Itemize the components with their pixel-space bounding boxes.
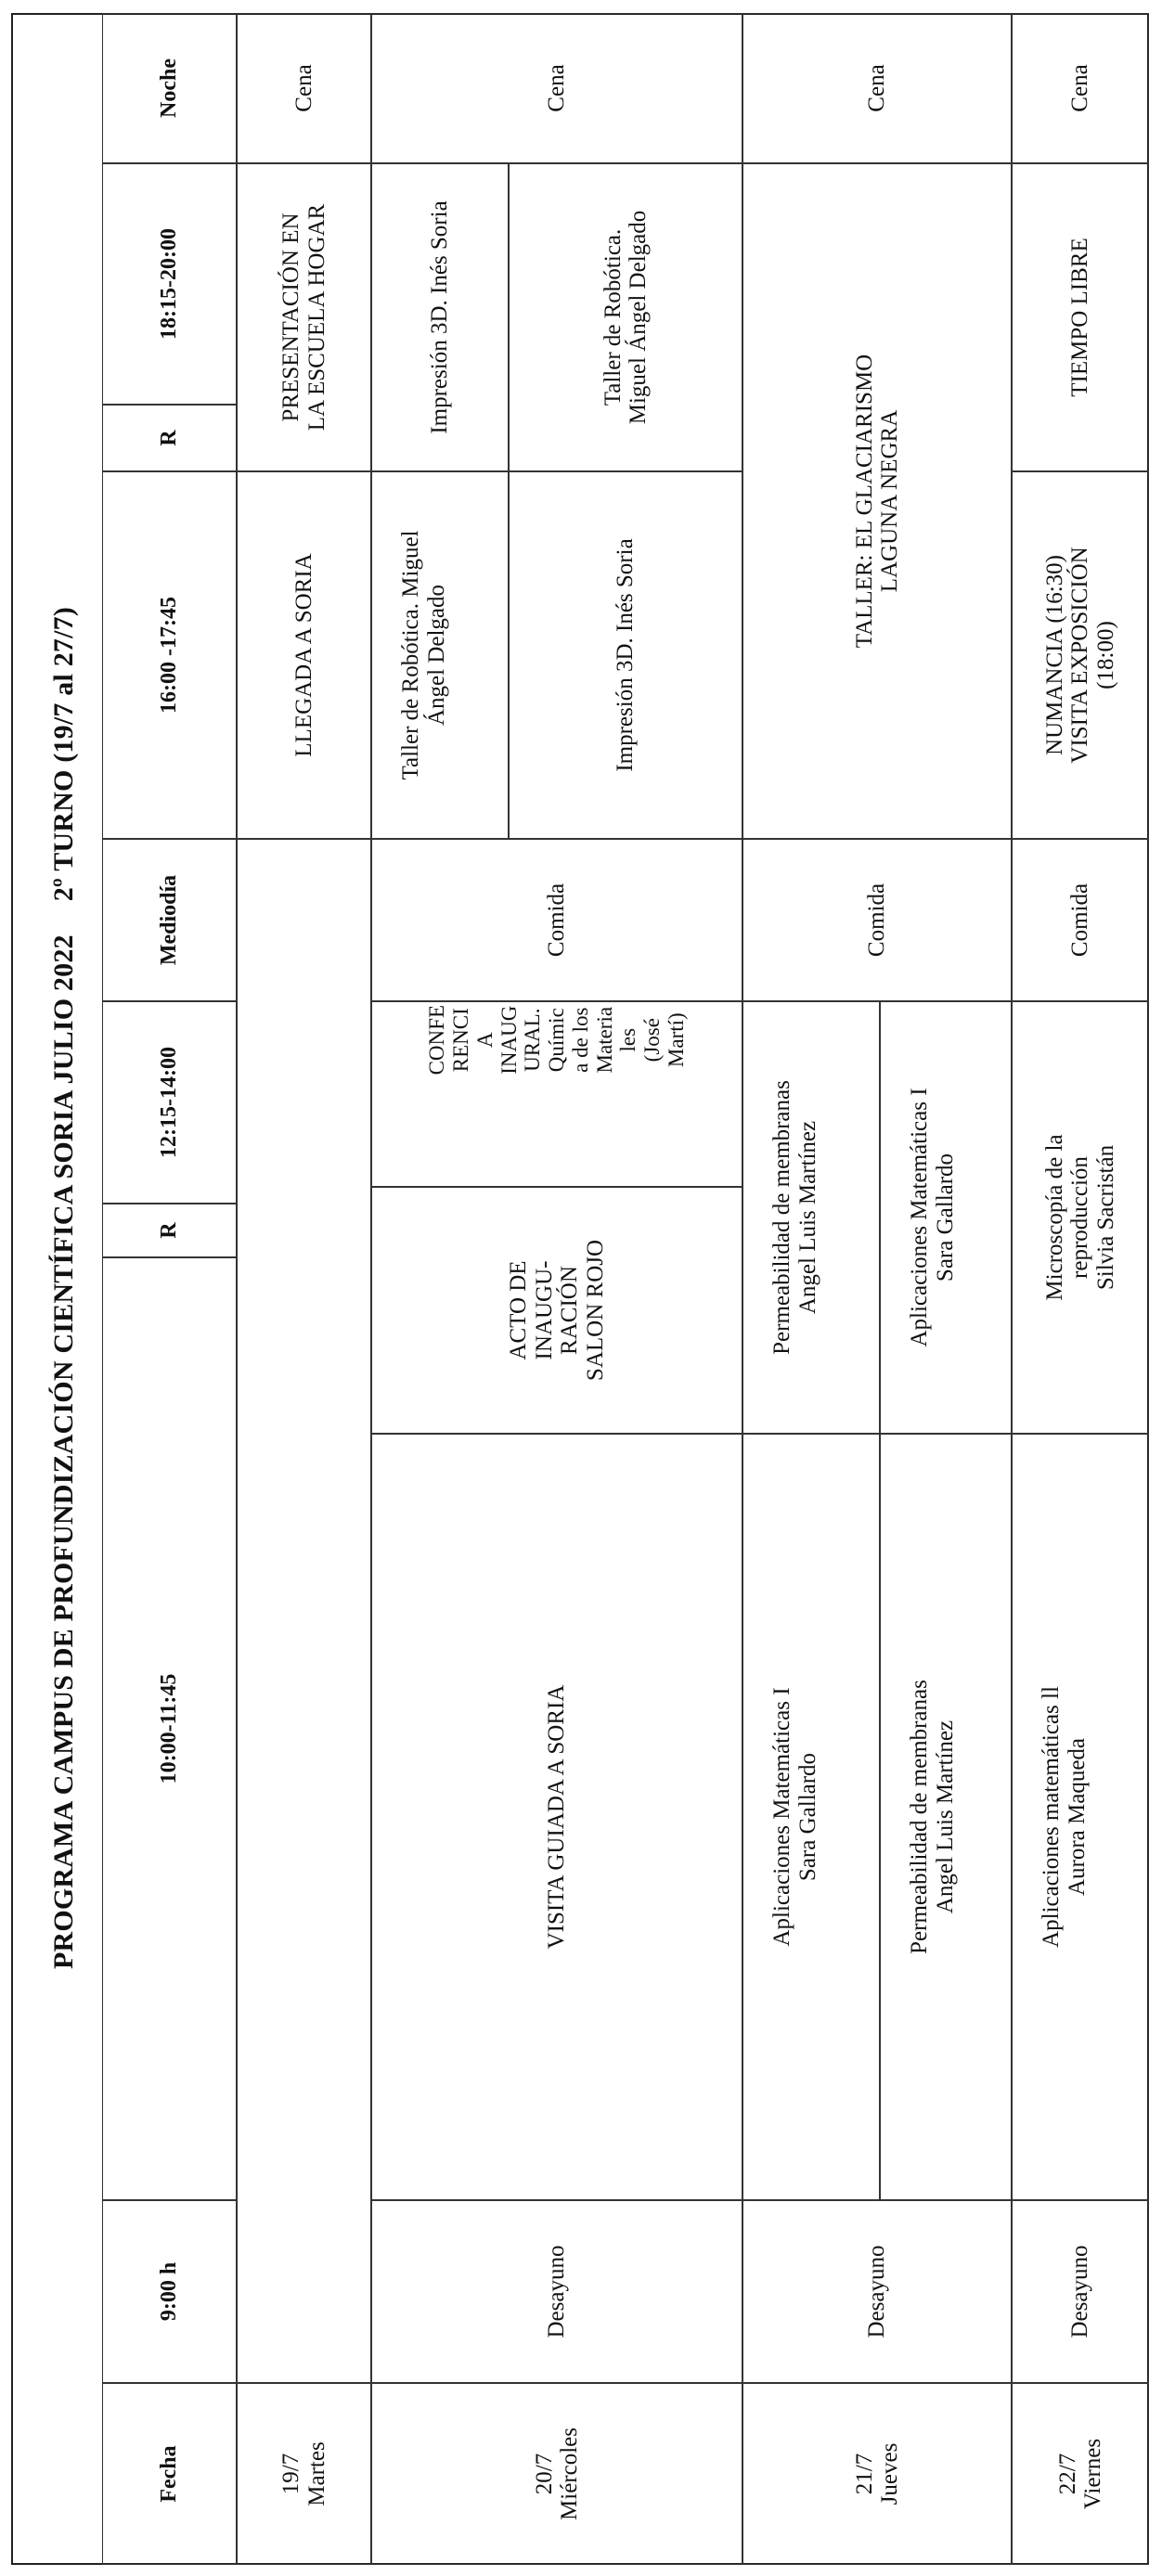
header-recess-1: R [102, 1204, 237, 1257]
row20-conferencia: CONFE RENCI A INAUG URAL. Químic a de los Materia les (José Martí) [371, 1001, 742, 1187]
row22-cena: Cena [1012, 13, 1149, 163]
row21-manana2-permeabilidad: Permeabilidad de membranas Angel Luis Martínez [742, 1001, 880, 1434]
row22-tiempo-libre: TIEMPO LIBRE [1012, 163, 1149, 471]
row21-manana2-matematicas: Aplicaciones Matemáticas I Sara Gallardo [880, 1001, 1012, 1434]
row22-aplicaciones-matematicas: Aplicaciones matemáticas ll Aurora Maqueda [1012, 1434, 1149, 2200]
title-turn: 2º TURNO (19/7 al 27/7) [48, 606, 79, 902]
header-1215-1400: 12:15-14:00 [102, 1001, 237, 1204]
row21-cena: Cena [742, 13, 1012, 163]
row20-desayuno: Desayuno [371, 2200, 742, 2383]
row21-fecha: 21/7 Jueves [742, 2383, 1012, 2565]
row22-fecha: 22/7 Viernes [1012, 2383, 1149, 2565]
row19-fecha: 19/7 Martes [237, 2383, 371, 2565]
row22-numancia: NUMANCIA (16:30) VISITA EXPOSICIÓN (18:00) [1012, 471, 1149, 839]
row19-morning-empty [237, 839, 371, 2383]
header-10-1145: 10:00-11:45 [102, 1257, 237, 2200]
row20-tarde2-robotica: Taller de Robótica. Miguel Ángel Delgado [509, 163, 742, 471]
row20-fecha: 20/7 Miércoles [371, 2383, 742, 2565]
header-mediodia: Mediodía [102, 839, 237, 1001]
row20-visita-guiada: VISITA GUIADA A SORIA [371, 1434, 742, 2200]
header-fecha: Fecha [102, 2383, 237, 2565]
header-1815-2000: 18:15-20:00 [102, 163, 237, 405]
row20-comida: Comida [371, 839, 742, 1001]
row20-tarde1-impresion3d: Impresión 3D. Inés Soria [509, 471, 742, 839]
row19-cena: Cena [237, 13, 371, 163]
row20-tarde1-robotica: Taller de Robótica. Miguel Ángel Delgado [371, 471, 509, 839]
row21-manana1-permeabilidad: Permeabilidad de membranas Angel Luis Martínez [880, 1434, 1012, 2200]
row20-cena: Cena [371, 13, 742, 163]
header-recess-2: R [102, 405, 237, 471]
row22-desayuno: Desayuno [1012, 2200, 1149, 2383]
row22-microscopia: Microscopía de la reproducción Silvia Sacristán [1012, 1001, 1149, 1434]
row21-taller-glaciarismo: TALLER: EL GLACIARISMO LAGUNA NEGRA [742, 163, 1012, 839]
row20-acto-inauguracion: ACTO DE INAUGU- RACIÓN SALON ROJO [371, 1187, 742, 1434]
row21-manana1-matematicas: Aplicaciones Matemáticas I Sara Gallardo [742, 1434, 880, 2200]
row19-llegada: LLEGADA A SORIA [237, 471, 371, 839]
row21-desayuno: Desayuno [742, 2200, 1012, 2383]
row21-comida: Comida [742, 839, 1012, 1001]
header-noche: Noche [102, 13, 237, 163]
row20-tarde2-impresion3d: Impresión 3D. Inés Soria [371, 163, 509, 471]
header-9h: 9:00 h [102, 2200, 237, 2383]
row19-presentacion: PRESENTACIÓN EN LA ESCUELA HOGAR [237, 163, 371, 471]
title-main: PROGRAMA CAMPUS DE PROFUNDIZACIÓN CIENTÍFICA SORIA JULIO 2022 [48, 934, 79, 1970]
row22-comida: Comida [1012, 839, 1149, 1001]
header-16-1745: 16:00 -17:45 [102, 471, 237, 839]
